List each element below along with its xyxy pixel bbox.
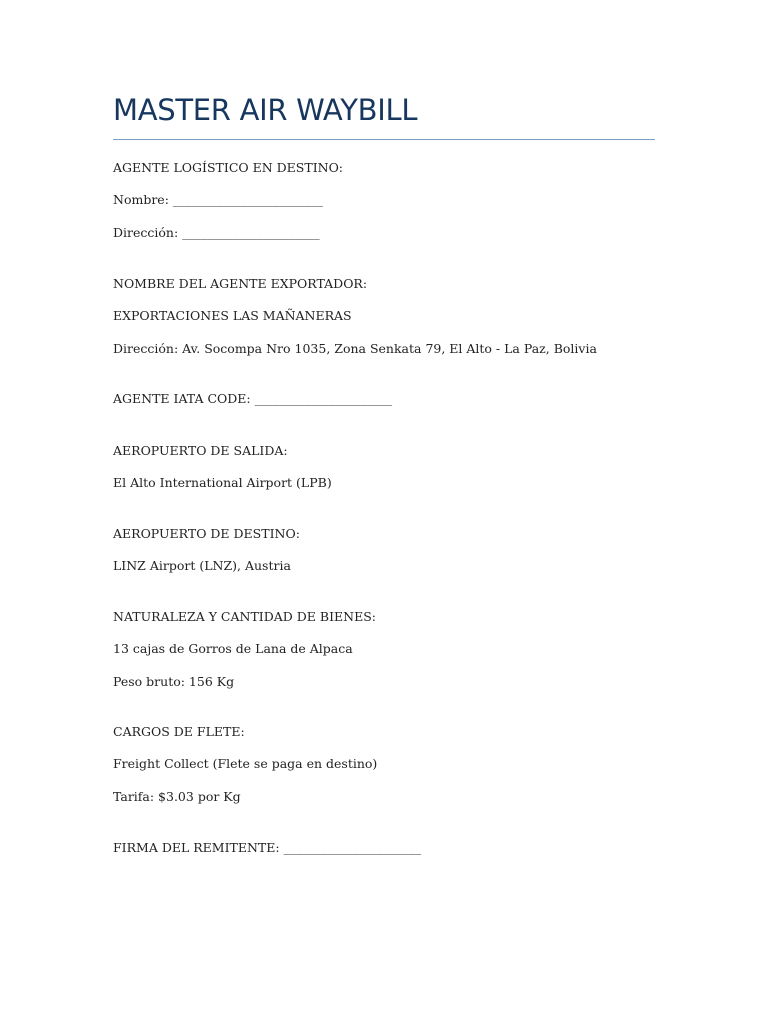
exporter-name: EXPORTACIONES LAS MAÑANERAS xyxy=(113,308,352,323)
shipper-signature-field: FIRMA DEL REMITENTE: ______________________ xyxy=(113,840,422,855)
freight-payment-terms: Freight Collect (Flete se paga en destino) xyxy=(113,756,378,771)
goods-heading: NATURALEZA Y CANTIDAD DE BIENES: xyxy=(113,609,376,624)
gross-weight: Peso bruto: 156 Kg xyxy=(113,674,235,689)
iata-code-field: AGENTE IATA CODE: ______________________ xyxy=(113,391,393,406)
departure-airport-heading: AEROPUERTO DE SALIDA: xyxy=(113,443,288,458)
exporter-address: Dirección: Av. Socompa Nro 1035, Zona Senkata 79, El Alto - La Paz, Bolivia xyxy=(113,341,597,356)
freight-rate: Tarifa: $3.03 por Kg xyxy=(113,789,241,804)
destination-agent-heading: AGENTE LOGÍSTICO EN DESTINO: xyxy=(113,160,344,175)
goods-description: 13 cajas de Gorros de Lana de Alpaca xyxy=(113,641,353,656)
destination-agent-address-field: Dirección: ______________________ xyxy=(113,225,320,240)
freight-charges-heading: CARGOS DE FLETE: xyxy=(113,724,245,739)
destination-airport-value: LINZ Airport (LNZ), Austria xyxy=(113,558,291,573)
departure-airport-value: El Alto International Airport (LPB) xyxy=(113,475,332,490)
document-title: MASTER AIR WAYBILL xyxy=(113,93,418,127)
destination-agent-name-field: Nombre: ________________________ xyxy=(113,192,323,207)
exporter-heading: NOMBRE DEL AGENTE EXPORTADOR: xyxy=(113,276,368,291)
title-divider xyxy=(113,139,655,140)
destination-airport-heading: AEROPUERTO DE DESTINO: xyxy=(113,526,300,541)
